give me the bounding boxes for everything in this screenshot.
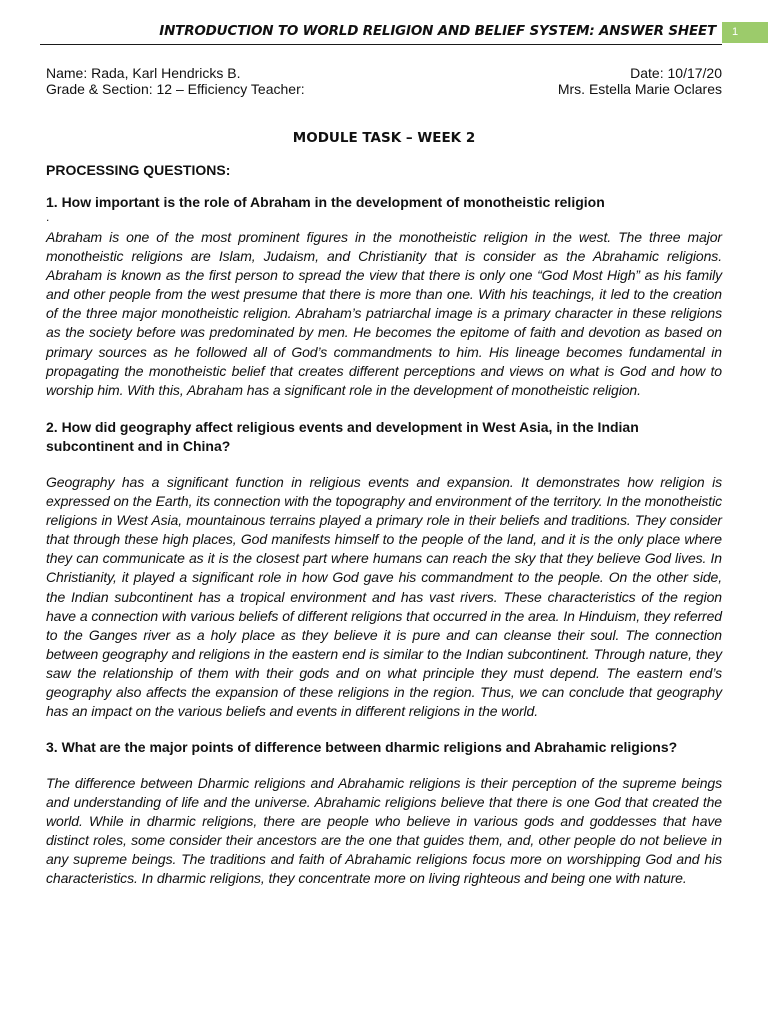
submission-date: Date: 10/17/20 bbox=[630, 65, 722, 81]
header-title: INTRODUCTION TO WORLD RELIGION AND BELIEF SYSTEM: ANSWER SHEET bbox=[159, 23, 716, 39]
page-number-tab: 1 bbox=[722, 22, 768, 43]
grade-section: Grade & Section: 12 – Efficiency Teacher: bbox=[46, 81, 305, 97]
answer-3: The difference between Dharmic religions and Abrahamic religions is their perception of the supreme beings and understanding of life and the universe. Abrahamic religions believe that there is one God that created the world. While in dharmic religions, there are people who believe in various gods and goddesses that have distinct roles, some consider their ancestors are the one that guides them, and, other people do not believe in any supreme beings. The traditions and faith of Abrahamic religions focus more on worshipping God and his characteristics. In dharmic religions, they concentrate more on living righteous and being one with nature. bbox=[46, 775, 722, 887]
section-heading: PROCESSING QUESTIONS: bbox=[46, 162, 231, 178]
answer-2: Geography has a significant function in religious events and expansion. It demonstrates how religion is expressed on the Earth, its connection with the topography and environment of the territory. In the monotheistic religions in West Asia, mountainous terrains played a primary role in their beliefs and traditions. They consider that through these high places, God manifests himself to the people of the land, and it is the only place where they can communicate as it is the closest part where humans can reach the sky that they believe God lives. In Christianity, it played a significant role in how God gave his commandment to the people. On the other side, the Indian subcontinent has a tropical environment and has vast rivers. These characteristics of the region have a connection with various beliefs of different religions that occurred in the area. In Hinduism, they referred to the Ganges river as a holy place as they believe it is pure and can cleanse their soul. The connection between geography and religions in the eastern end is similar to the Indian subcontinent. Through nature, they saw the relationship of them with their gods and on what principle they must depend. The eastern end’s geography also affects the expansion of these religions in the region. Thus, we can conclude that geography has an impact on the various beliefs and events in different religions in the world. bbox=[46, 474, 722, 720]
module-title: MODULE TASK – WEEK 2 bbox=[292, 130, 476, 146]
student-name: Name: Rada, Karl Hendricks B. bbox=[46, 65, 241, 81]
header-bar bbox=[40, 20, 722, 45]
question-3: 3. What are the major points of difference between dharmic religions and Abrahamic religions? bbox=[46, 739, 678, 755]
teacher-name: Mrs. Estella Marie Oclares bbox=[557, 81, 722, 97]
stray-dot: . bbox=[46, 210, 50, 224]
answer-1: Abraham is one of the most prominent figures in the monotheistic religion in the west. The three major monotheistic religions are Islam, Judaism, and Christianity that is consider as the Abrahamic religions. Abraham is known as the first person to spread the view that there is only one “God Most High” as his family and other people from the west presume that there is more than one. With his teachings, it led to the creation of the three major monotheistic religion. Abraham’s patriarchal image is a primary character in these religions as the society before was predominated by men. He becomes the epitome of faith and devotion as based on primary sources as he followed all of God’s commandments to him. His lineage becomes fundamental in propagating the monotheistic belief that creates different perceptions and views on what is God and how to worship him. With this, Abraham has a significant role in the development of monotheistic religion. bbox=[46, 229, 722, 398]
question-2: 2. How did geography affect religious events and development in West Asia, in the Indian subcontinent and in China? bbox=[46, 419, 639, 454]
question-1: 1. How important is the role of Abraham in the development of monotheistic religion bbox=[46, 194, 605, 210]
